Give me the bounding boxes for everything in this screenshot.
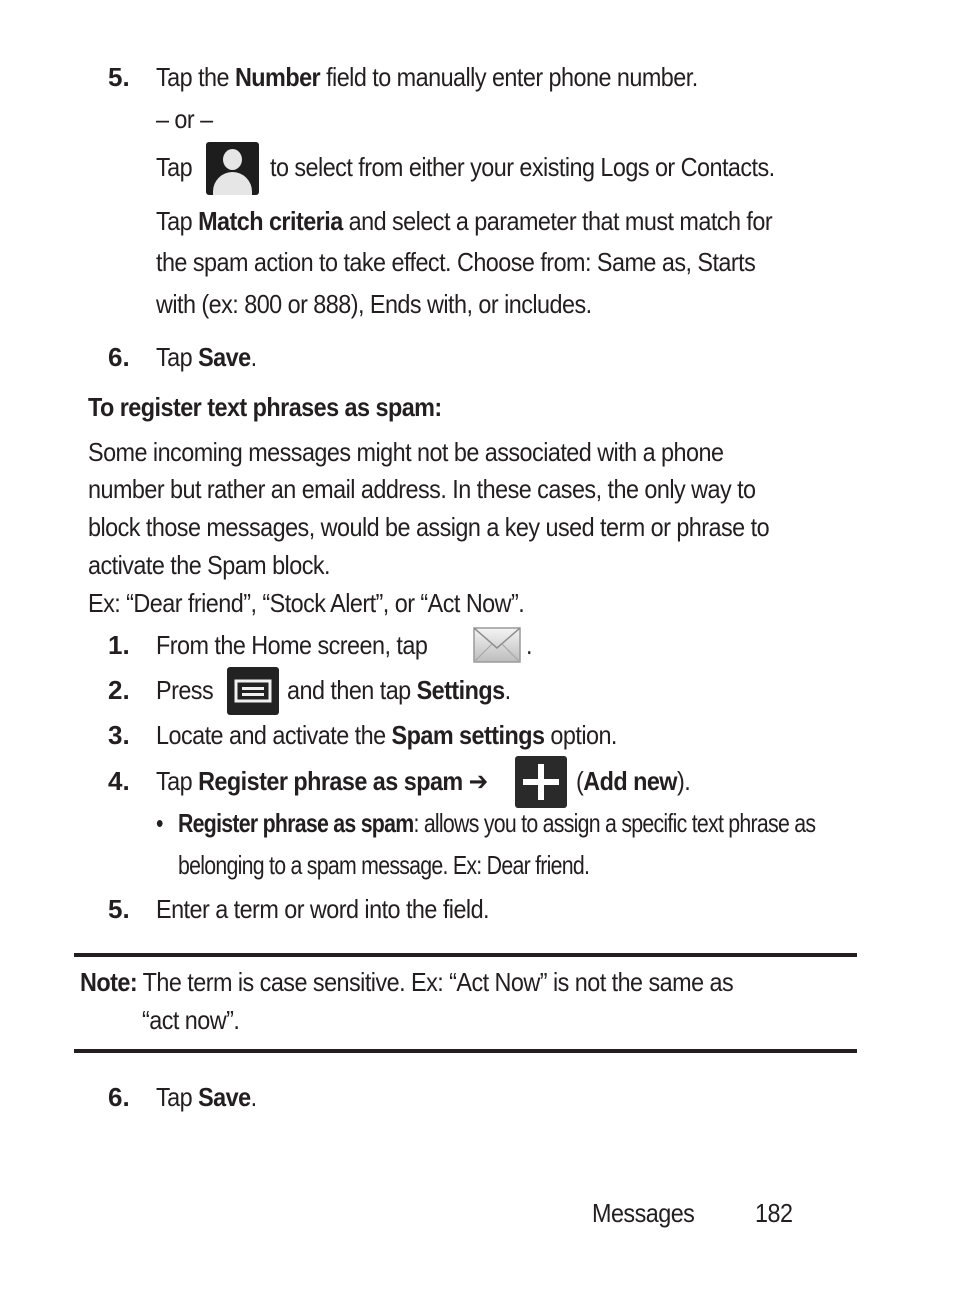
step-text: Locate and activate the Spam settings option. — [156, 720, 617, 750]
page-number: 182 — [755, 1198, 793, 1228]
match-criteria-line3: with (ex: 800 or 888), Ends with, or includes. — [156, 289, 592, 319]
note-label: Note: — [80, 967, 138, 997]
plus-icon — [515, 756, 567, 808]
match-criteria-line1: Tap Match criteria and select a parameter that must match for — [156, 206, 773, 236]
arrow-glyph: ➔ — [468, 766, 488, 796]
tap-icon-description: to select from either your existing Logs or Contacts. — [270, 152, 775, 182]
step-text: Enter a term or word into the field. — [156, 894, 490, 924]
step-number: 6. — [108, 1082, 130, 1112]
note-line1: Note: The term is case sensitive. Ex: “Act Now” is not the same as — [80, 967, 734, 997]
step-number: 2. — [108, 675, 130, 705]
step-text: From the Home screen, tap — [156, 630, 428, 660]
step-number: 4. — [108, 766, 130, 796]
step-text: Tap Register phrase as spam ➔ — [156, 766, 488, 796]
menu-icon — [227, 667, 279, 715]
step-text: Tap Save. — [156, 1082, 257, 1112]
intro-example: Ex: “Dear friend”, “Stock Alert”, or “Act Now”. — [88, 588, 525, 618]
step-text: Tap Save. — [156, 342, 257, 372]
step-text-end: . — [526, 630, 532, 660]
step-number: 6. — [108, 342, 130, 372]
intro-line: number but rather an email address. In these cases, the only way to — [88, 474, 756, 504]
intro-line: Some incoming messages might not be associated with a phone — [88, 437, 724, 467]
step-text: Tap the Number field to manually enter phone number. — [156, 62, 698, 92]
section-heading: To register text phrases as spam: — [88, 392, 442, 422]
note-bottom-rule — [74, 1049, 857, 1053]
contact-icon — [206, 142, 259, 195]
step-text-continued: (Add new). — [576, 766, 691, 796]
step-number: 1. — [108, 630, 130, 660]
bullet-mark: • — [156, 808, 163, 838]
step-text-continued: and then tap Settings. — [287, 675, 511, 705]
match-criteria-line2: the spam action to take effect. Choose from: Same as, Starts — [156, 247, 756, 277]
intro-line: activate the Spam block. — [88, 550, 330, 580]
bullet-line1: Register phrase as spam: allows you to assign a specific text phrase as — [178, 808, 816, 838]
note-top-rule — [74, 953, 857, 957]
step-number: 3. — [108, 720, 130, 750]
email-icon — [472, 620, 522, 670]
step-number: 5. — [108, 62, 130, 92]
bullet-line2: belonging to a spam message. Ex: Dear friend. — [178, 850, 590, 880]
intro-line: block those messages, would be assign a key used term or phrase to — [88, 512, 770, 542]
footer-section: Messages — [592, 1198, 695, 1228]
tap-label: Tap — [156, 152, 193, 182]
step-text: Press — [156, 675, 214, 705]
or-separator: – or – — [156, 104, 213, 134]
step-number: 5. — [108, 894, 130, 924]
note-line2: “act now”. — [142, 1005, 240, 1035]
